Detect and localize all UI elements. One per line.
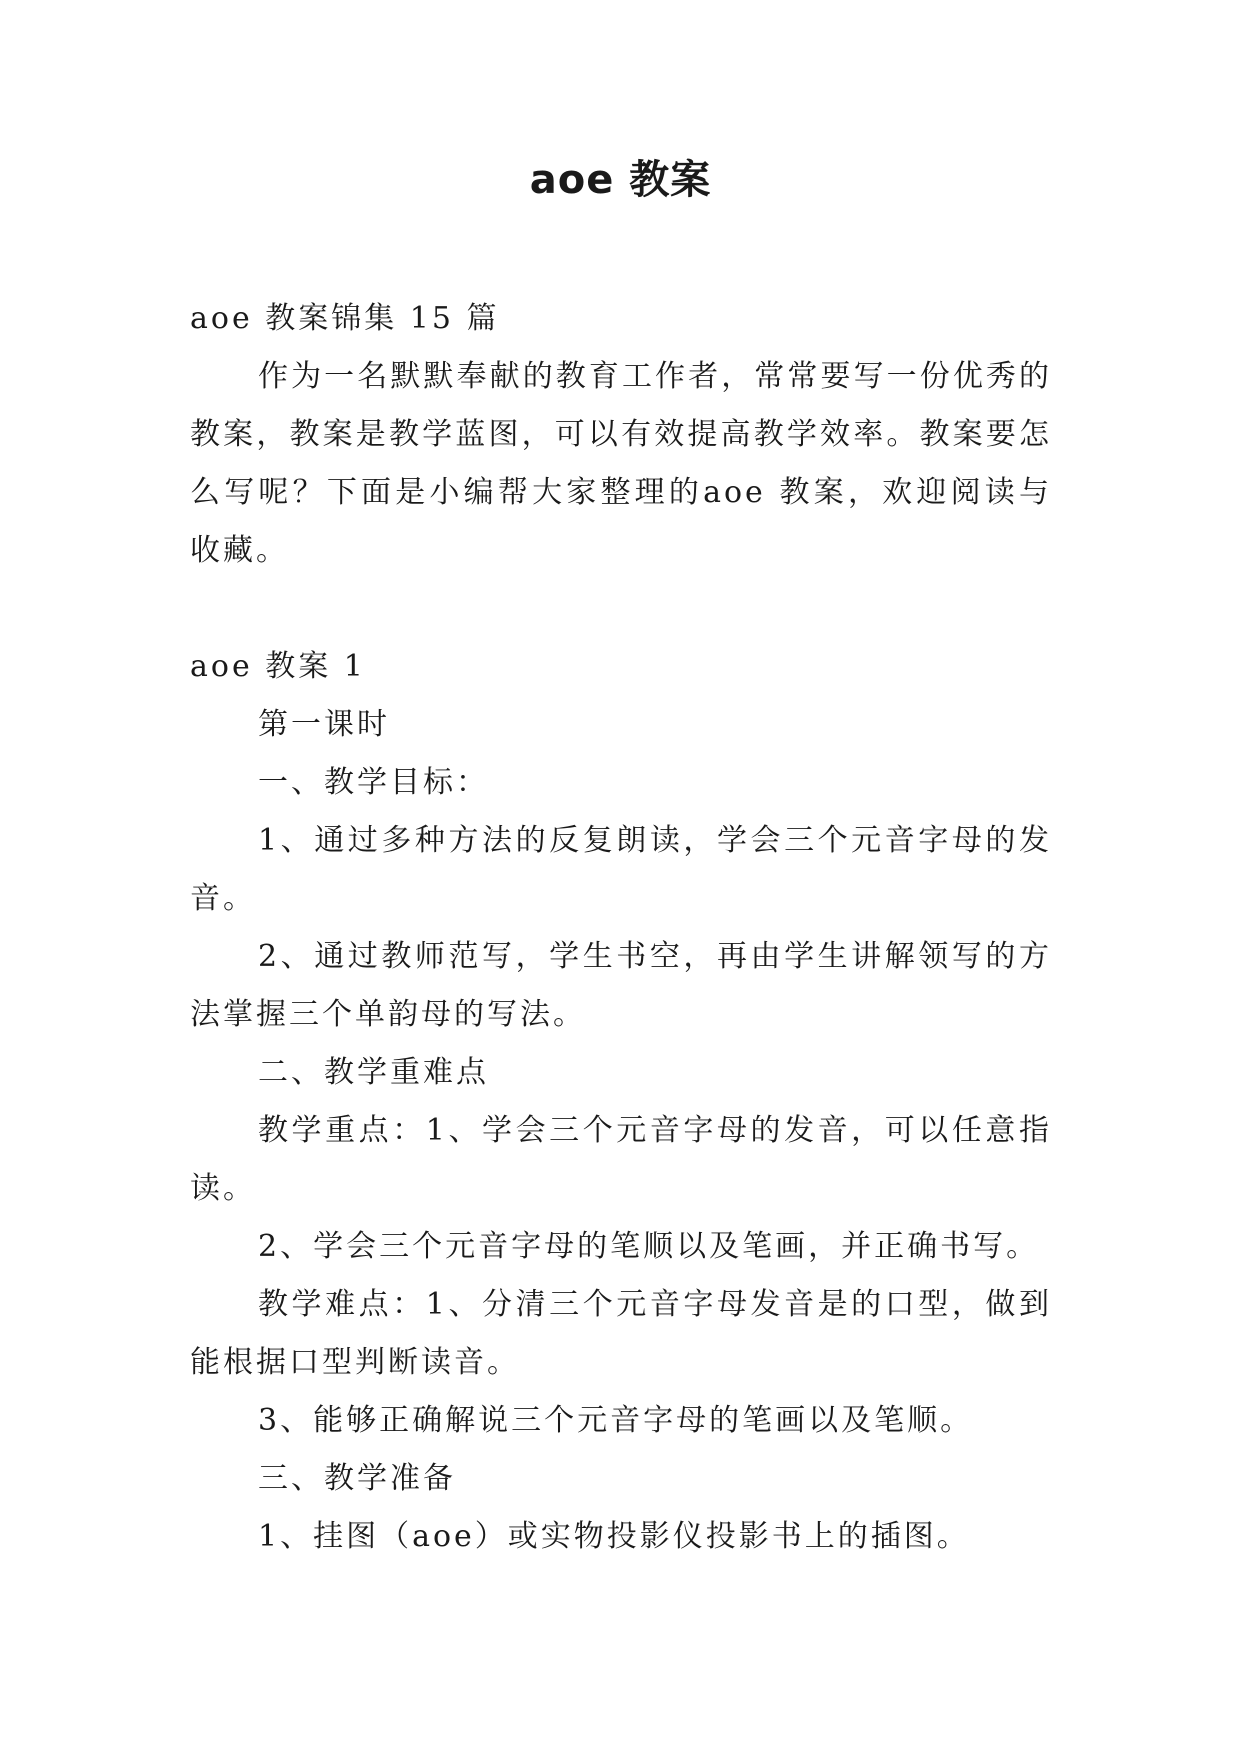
paragraph: 教学难点：1、分清三个元音字母发音是的口型，做到能根据口型判断读音。 <box>190 1287 1052 1380</box>
paragraph: 2、学会三个元音字母的笔顺以及笔画，并正确书写。 <box>258 1229 1040 1264</box>
paragraph: 第一课时 <box>258 707 390 742</box>
spacer <box>190 580 1052 638</box>
paragraph: 3、能够正确解说三个元音字母的笔画以及笔顺。 <box>258 1403 974 1438</box>
section-heading: aoe 教案 1 <box>190 649 366 684</box>
paragraph: 一、教学目标： <box>258 765 489 800</box>
paragraph: 1、挂图（aoe）或实物投影仪投影书上的插图。 <box>258 1519 970 1554</box>
paragraph: 1、通过多种方法的反复朗读，学会三个元音字母的发音。 <box>190 823 1052 916</box>
paragraph: 教学重点：1、学会三个元音字母的发音，可以任意指读。 <box>190 1113 1052 1206</box>
intro-paragraph: 作为一名默默奉献的教育工作者，常常要写一份优秀的教案，教案是教学蓝图，可以有效提高教学效率。教案要怎么写呢？下面是小编帮大家整理的aoe 教案，欢迎阅读与收藏。 <box>190 359 1052 568</box>
paragraph: 二、教学重难点 <box>258 1055 489 1090</box>
paragraph: 三、教学准备 <box>258 1461 456 1496</box>
document-body <box>190 290 1052 1566</box>
subtitle: aoe 教案锦集 15 篇 <box>190 301 500 336</box>
document-title: aoe 教案 <box>529 157 712 203</box>
paragraph: 2、通过教师范写，学生书空，再由学生讲解领写的方法掌握三个单韵母的写法。 <box>190 939 1052 1032</box>
